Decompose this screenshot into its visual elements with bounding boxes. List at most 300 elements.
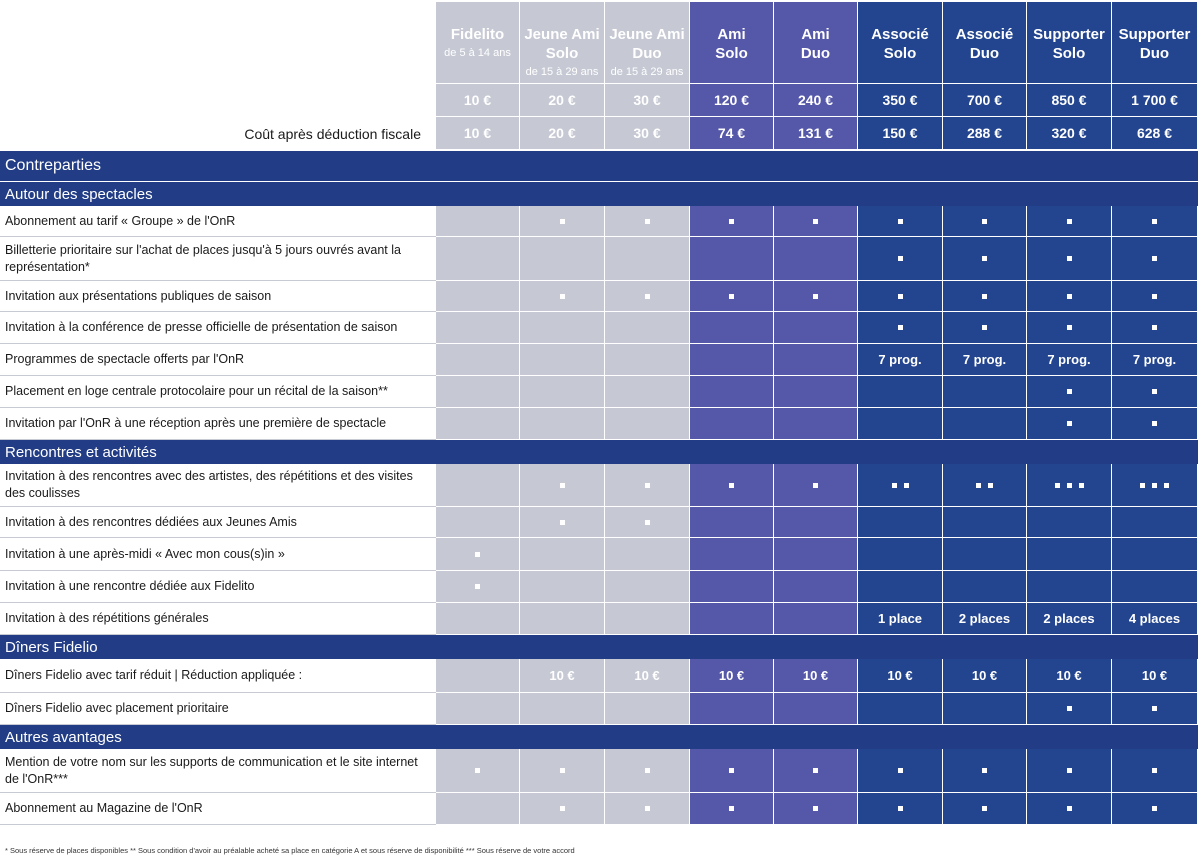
- benefit-cell: [605, 538, 690, 571]
- square-bullet-icon: [982, 219, 987, 224]
- benefit-cell: [605, 693, 690, 725]
- benefit-cell: [1112, 206, 1198, 237]
- benefit-cell: [1027, 408, 1112, 440]
- table-title: Contreparties: [0, 151, 1198, 181]
- square-bullet-icon: [645, 483, 650, 488]
- benefit-value: 10 €: [971, 668, 998, 683]
- square-bullet-icon: [1067, 389, 1072, 394]
- benefit-cell: [605, 344, 690, 376]
- benefit-mark: [1152, 325, 1157, 330]
- square-bullet-icon: [475, 768, 480, 773]
- benefit-value: 10 €: [1141, 668, 1168, 683]
- square-bullet-icon: [988, 483, 993, 488]
- benefit-cell: [1112, 571, 1198, 603]
- benefit-mark: [729, 219, 734, 224]
- benefit-cell: [520, 312, 605, 344]
- square-bullet-icon: [560, 520, 565, 525]
- square-bullet-icon: [1067, 325, 1072, 330]
- column-header-8: [1027, 2, 1112, 84]
- benefit-mark: [1067, 389, 1072, 394]
- benefit-cell: [520, 603, 605, 635]
- square-bullet-icon: [1055, 483, 1060, 488]
- column-title-line1: Jeune Ami: [609, 26, 685, 43]
- column-title-line2: Solo: [715, 45, 748, 62]
- benefit-cell: [1027, 344, 1112, 376]
- benefit-mark: [1152, 806, 1157, 811]
- benefit-mark: [1067, 256, 1072, 261]
- benefit-cell: [520, 344, 605, 376]
- benefit-mark: [1152, 706, 1157, 711]
- square-bullet-icon: [1152, 706, 1157, 711]
- benefit-cell: [1027, 793, 1112, 825]
- benefit-value: 2 places: [1043, 611, 1095, 626]
- benefit-cell: [436, 693, 520, 725]
- benefit-cell: [520, 376, 605, 408]
- column-age-range: de 15 à 29 ans: [610, 66, 684, 78]
- benefit-cell: [1112, 464, 1198, 507]
- column-title-line2: Solo: [883, 45, 917, 62]
- benefit-label: Invitation aux présentations publiques de saison: [0, 281, 436, 312]
- benefit-cell: [1027, 693, 1112, 725]
- section-header: Autour des spectacles: [0, 182, 1198, 206]
- benefit-mark: [475, 584, 480, 589]
- benefit-mark: [1152, 294, 1157, 299]
- benefit-cell: [436, 464, 520, 507]
- benefit-mark: [729, 806, 734, 811]
- benefit-mark: [982, 219, 987, 224]
- benefit-cell: [1112, 538, 1198, 571]
- benefit-cell: [1027, 571, 1112, 603]
- square-bullet-icon: [898, 219, 903, 224]
- benefit-cell: [858, 693, 943, 725]
- benefit-label: Invitation à une après-midi « Avec mon cous(s)in »: [0, 538, 436, 571]
- square-bullet-icon: [898, 806, 903, 811]
- square-bullet-icon: [560, 483, 565, 488]
- benefit-mark: [1067, 806, 1072, 811]
- benefit-cell: [605, 749, 690, 793]
- benefit-cell: [520, 507, 605, 538]
- square-bullet-icon: [904, 483, 909, 488]
- benefit-mark: [898, 806, 903, 811]
- cost-after-tax: 628 €: [1112, 117, 1198, 150]
- benefit-cell: [774, 793, 858, 825]
- square-bullet-icon: [645, 768, 650, 773]
- benefit-cell: [690, 507, 774, 538]
- benefit-cell: [1027, 237, 1112, 281]
- benefit-cell: [436, 749, 520, 793]
- benefit-value: 7 prog.: [1047, 352, 1091, 367]
- benefit-cell: [943, 693, 1027, 725]
- benefit-cell: [690, 749, 774, 793]
- cost-after-tax: 131 €: [774, 117, 858, 150]
- square-bullet-icon: [813, 294, 818, 299]
- column-header-5: [774, 2, 858, 84]
- square-bullet-icon: [729, 806, 734, 811]
- benefit-cell: [774, 693, 858, 725]
- benefit-mark: [1152, 768, 1157, 773]
- benefit-cell: [774, 281, 858, 312]
- section-header: Dîners Fidelio: [0, 635, 1198, 659]
- benefit-cell: [1027, 376, 1112, 408]
- benefit-cell: [605, 408, 690, 440]
- benefit-cell: [858, 507, 943, 538]
- cost-after-tax: 10 €: [436, 117, 520, 150]
- benefit-cell: [943, 281, 1027, 312]
- square-bullet-icon: [560, 219, 565, 224]
- benefit-cell: [520, 793, 605, 825]
- column-title-line2: Solo: [1052, 45, 1086, 62]
- benefit-cell: [943, 793, 1027, 825]
- benefit-mark: [813, 219, 818, 224]
- benefit-cell: [690, 206, 774, 237]
- benefit-mark: [898, 325, 903, 330]
- square-bullet-icon: [1152, 325, 1157, 330]
- benefit-cell: [858, 538, 943, 571]
- benefit-cell: [436, 376, 520, 408]
- benefit-label: Placement en loge centrale protocolaire pour un récital de la saison**: [0, 376, 436, 408]
- benefit-cell: [858, 206, 943, 237]
- benefit-label: Invitation par l'OnR à une réception après une première de spectacle: [0, 408, 436, 440]
- benefit-cell: [605, 603, 690, 635]
- benefit-mark: [813, 806, 818, 811]
- benefit-mark: [645, 294, 650, 299]
- benefit-cell: [605, 281, 690, 312]
- cost-after-tax: 20 €: [520, 117, 605, 150]
- benefit-cell: [943, 206, 1027, 237]
- benefit-cell: [605, 793, 690, 825]
- benefit-cell: [943, 571, 1027, 603]
- benefit-mark: [813, 768, 818, 773]
- benefit-cell: [520, 749, 605, 793]
- benefit-label: Abonnement au Magazine de l'OnR: [0, 793, 436, 825]
- benefit-label: Invitation à la conférence de presse officielle de présentation de saison: [0, 312, 436, 344]
- benefit-mark: [1152, 389, 1157, 394]
- benefit-cell: [858, 408, 943, 440]
- benefit-mark: [645, 483, 650, 488]
- square-bullet-icon: [813, 806, 818, 811]
- benefit-cell: [1027, 206, 1112, 237]
- benefit-cell: [858, 281, 943, 312]
- benefit-cell: [858, 603, 943, 635]
- benefit-cell: [1027, 312, 1112, 344]
- benefit-label: Invitation à une rencontre dédiée aux Fidelito: [0, 571, 436, 603]
- square-bullet-icon: [1152, 421, 1157, 426]
- benefit-cell: [520, 464, 605, 507]
- benefit-mark: [1067, 219, 1072, 224]
- benefit-cell: [436, 507, 520, 538]
- benefit-cell: [943, 507, 1027, 538]
- square-bullet-icon: [813, 768, 818, 773]
- column-header-6: [858, 2, 943, 84]
- benefit-cell: [520, 571, 605, 603]
- benefit-cell: [774, 507, 858, 538]
- benefit-cell: [774, 749, 858, 793]
- square-bullet-icon: [1140, 483, 1145, 488]
- square-bullet-icon: [892, 483, 897, 488]
- benefit-label: Programmes de spectacle offerts par l'OnR: [0, 344, 436, 376]
- benefit-label: Billetterie prioritaire sur l'achat de places jusqu'à 5 jours ouvrés avant la représentation*: [0, 237, 436, 281]
- square-bullet-icon: [645, 806, 650, 811]
- square-bullet-icon: [645, 294, 650, 299]
- square-bullet-icon: [813, 483, 818, 488]
- square-bullet-icon: [898, 325, 903, 330]
- benefit-cell: [774, 344, 858, 376]
- benefit-cell: [943, 408, 1027, 440]
- benefit-mark: [729, 294, 734, 299]
- benefit-mark: [982, 294, 987, 299]
- benefit-value: 2 places: [958, 611, 1011, 626]
- column-title-line1: Supporter: [1118, 26, 1191, 43]
- benefit-cell: [858, 571, 943, 603]
- benefit-cell: [690, 603, 774, 635]
- square-bullet-icon: [560, 806, 565, 811]
- column-title-line2: Duo: [969, 45, 1000, 62]
- benefit-cell: [858, 376, 943, 408]
- square-bullet-icon: [1152, 256, 1157, 261]
- benefit-mark: [1152, 219, 1157, 224]
- column-header-4: [690, 2, 774, 84]
- square-bullet-icon: [475, 584, 480, 589]
- square-bullet-icon: [560, 768, 565, 773]
- benefit-cell: [520, 206, 605, 237]
- section-header: Autres avantages: [0, 725, 1198, 749]
- square-bullet-icon: [982, 294, 987, 299]
- benefit-cell: [774, 571, 858, 603]
- benefit-cell: [1112, 376, 1198, 408]
- benefit-cell: [774, 312, 858, 344]
- benefit-value: 10 €: [1056, 668, 1082, 683]
- benefit-mark: [1067, 768, 1072, 773]
- benefit-mark: [982, 325, 987, 330]
- benefit-cell: [774, 237, 858, 281]
- benefit-cell: [436, 237, 520, 281]
- benefit-mark: [1055, 483, 1084, 488]
- benefit-label: Dîners Fidelio avec placement prioritaire: [0, 693, 436, 725]
- benefit-cell: [943, 749, 1027, 793]
- benefit-cell: [690, 344, 774, 376]
- benefit-cell: [774, 603, 858, 635]
- benefit-cell: [1027, 464, 1112, 507]
- benefit-cell: [1027, 749, 1112, 793]
- column-age-range: de 15 à 29 ans: [525, 66, 599, 78]
- benefit-cell: [690, 464, 774, 507]
- benefit-value: 10 €: [634, 668, 660, 683]
- benefit-cell: [774, 206, 858, 237]
- benefit-cell: [858, 749, 943, 793]
- benefit-cell: [520, 538, 605, 571]
- column-title-line2: Duo: [800, 45, 831, 62]
- column-title-line2: Duo: [632, 45, 662, 62]
- benefit-mark: [1067, 706, 1072, 711]
- membership-price: 700 €: [943, 84, 1027, 117]
- benefit-cell: [690, 312, 774, 344]
- benefit-cell: [436, 344, 520, 376]
- benefit-label: Mention de votre nom sur les supports de communication et le site internet de l'OnR***: [0, 749, 436, 793]
- cost-after-tax: 150 €: [858, 117, 943, 150]
- cost-after-tax: 288 €: [943, 117, 1027, 150]
- column-header-1: [436, 2, 520, 84]
- section-header: Rencontres et activités: [0, 440, 1198, 464]
- benefit-cell: [1112, 344, 1198, 376]
- benefit-cell: [520, 281, 605, 312]
- benefit-cell: [690, 659, 774, 693]
- benefit-cell: [436, 571, 520, 603]
- benefit-cell: [858, 237, 943, 281]
- square-bullet-icon: [1152, 483, 1157, 488]
- membership-price: 240 €: [774, 84, 858, 117]
- benefit-mark: [892, 483, 909, 488]
- column-age-range: de 5 à 14 ans: [444, 47, 511, 59]
- benefit-cell: [1112, 659, 1198, 693]
- cost-after-tax-label: Coût après déduction fiscale: [244, 125, 421, 142]
- benefit-value: 10 €: [718, 668, 745, 683]
- benefit-mark: [898, 294, 903, 299]
- benefit-cell: [605, 312, 690, 344]
- benefit-mark: [560, 294, 565, 299]
- benefit-cell: [605, 237, 690, 281]
- cost-after-tax: 30 €: [605, 117, 690, 150]
- column-header-2: [520, 2, 605, 84]
- column-title-line1: Jeune Ami: [524, 26, 600, 43]
- benefit-cell: [1027, 603, 1112, 635]
- square-bullet-icon: [729, 294, 734, 299]
- benefit-mark: [560, 768, 565, 773]
- benefit-cell: [436, 408, 520, 440]
- benefit-cell: [436, 281, 520, 312]
- square-bullet-icon: [1067, 256, 1072, 261]
- benefit-cell: [520, 693, 605, 725]
- square-bullet-icon: [1152, 294, 1157, 299]
- column-header-7: [943, 2, 1027, 84]
- column-title-line2: Solo: [545, 45, 579, 62]
- benefit-cell: [1027, 538, 1112, 571]
- square-bullet-icon: [898, 294, 903, 299]
- square-bullet-icon: [1067, 294, 1072, 299]
- benefit-cell: [436, 793, 520, 825]
- membership-price: 10 €: [436, 84, 520, 117]
- column-title-line1: Supporter: [1033, 26, 1105, 43]
- benefit-cell: [1112, 281, 1198, 312]
- benefit-mark: [1067, 421, 1072, 426]
- benefit-mark: [1152, 256, 1157, 261]
- benefit-mark: [1140, 483, 1169, 488]
- benefit-cell: [605, 571, 690, 603]
- footnote: * Sous réserve de places disponibles ** Sous condition d'avoir au préalable acheté sa place en catégorie A et sous réserve de disponibilité *** Sous réserve de votre accord: [5, 846, 575, 855]
- benefit-mark: [560, 483, 565, 488]
- membership-price: 1 700 €: [1112, 84, 1198, 117]
- benefit-cell: [1112, 237, 1198, 281]
- benefit-label: Invitation à des rencontres dédiées aux Jeunes Amis: [0, 507, 436, 538]
- square-bullet-icon: [1152, 768, 1157, 773]
- benefit-mark: [645, 520, 650, 525]
- benefit-label: Invitation à des rencontres avec des artistes, des répétitions et des visites des coulisses: [0, 464, 436, 507]
- benefit-value: 10 €: [802, 668, 829, 683]
- benefit-mark: [982, 806, 987, 811]
- benefit-cell: [436, 659, 520, 693]
- benefit-cell: [605, 659, 690, 693]
- square-bullet-icon: [560, 294, 565, 299]
- column-title-line1: Ami: [801, 26, 830, 43]
- benefit-cell: [520, 237, 605, 281]
- benefit-mark: [645, 219, 650, 224]
- membership-price: 850 €: [1027, 84, 1112, 117]
- benefit-cell: [774, 538, 858, 571]
- benefit-cell: [943, 603, 1027, 635]
- benefit-mark: [898, 768, 903, 773]
- benefit-cell: [436, 312, 520, 344]
- benefit-mark: [898, 256, 903, 261]
- benefit-cell: [1112, 507, 1198, 538]
- square-bullet-icon: [1152, 389, 1157, 394]
- square-bullet-icon: [1164, 483, 1169, 488]
- benefit-cell: [858, 793, 943, 825]
- square-bullet-icon: [1067, 768, 1072, 773]
- benefit-cell: [1112, 749, 1198, 793]
- square-bullet-icon: [982, 806, 987, 811]
- benefit-cell: [520, 408, 605, 440]
- square-bullet-icon: [1067, 219, 1072, 224]
- benefit-mark: [1067, 325, 1072, 330]
- benefit-cell: [858, 464, 943, 507]
- column-header-3: [605, 2, 690, 84]
- column-title-line1: Associé: [955, 26, 1014, 43]
- square-bullet-icon: [1152, 219, 1157, 224]
- column-title-line2: Duo: [1139, 45, 1170, 62]
- column-title-line1: Fidelito: [450, 26, 505, 43]
- benefit-mark: [729, 768, 734, 773]
- benefit-cell: [436, 538, 520, 571]
- benefit-cell: [436, 603, 520, 635]
- square-bullet-icon: [976, 483, 981, 488]
- benefit-mark: [560, 520, 565, 525]
- benefit-cell: [774, 376, 858, 408]
- benefit-cell: [520, 659, 605, 693]
- square-bullet-icon: [1067, 483, 1072, 488]
- square-bullet-icon: [1067, 706, 1072, 711]
- cost-after-tax: 74 €: [690, 117, 774, 150]
- benefit-cell: [605, 507, 690, 538]
- benefit-mark: [813, 483, 818, 488]
- benefit-value: 1 place: [877, 611, 923, 626]
- benefit-label: Invitation à des répétitions générales: [0, 603, 436, 635]
- benefit-cell: [1112, 603, 1198, 635]
- benefit-mark: [813, 294, 818, 299]
- benefit-cell: [436, 206, 520, 237]
- square-bullet-icon: [645, 520, 650, 525]
- square-bullet-icon: [982, 325, 987, 330]
- benefit-cell: [943, 237, 1027, 281]
- square-bullet-icon: [982, 256, 987, 261]
- membership-price: 30 €: [605, 84, 690, 117]
- benefit-mark: [898, 219, 903, 224]
- benefit-cell: [943, 464, 1027, 507]
- benefit-cell: [943, 659, 1027, 693]
- square-bullet-icon: [475, 552, 480, 557]
- benefit-cell: [774, 464, 858, 507]
- benefit-mark: [475, 552, 480, 557]
- membership-price: 350 €: [858, 84, 943, 117]
- column-title-line1: Associé: [871, 26, 929, 43]
- square-bullet-icon: [729, 483, 734, 488]
- benefit-value: 4 places: [1128, 611, 1181, 626]
- benefit-cell: [690, 281, 774, 312]
- benefit-value: 10 €: [887, 668, 913, 683]
- benefit-value: 7 prog.: [962, 352, 1007, 367]
- benefit-mark: [729, 483, 734, 488]
- column-title-line1: Ami: [717, 26, 746, 43]
- benefit-cell: [1112, 312, 1198, 344]
- benefit-cell: [1027, 659, 1112, 693]
